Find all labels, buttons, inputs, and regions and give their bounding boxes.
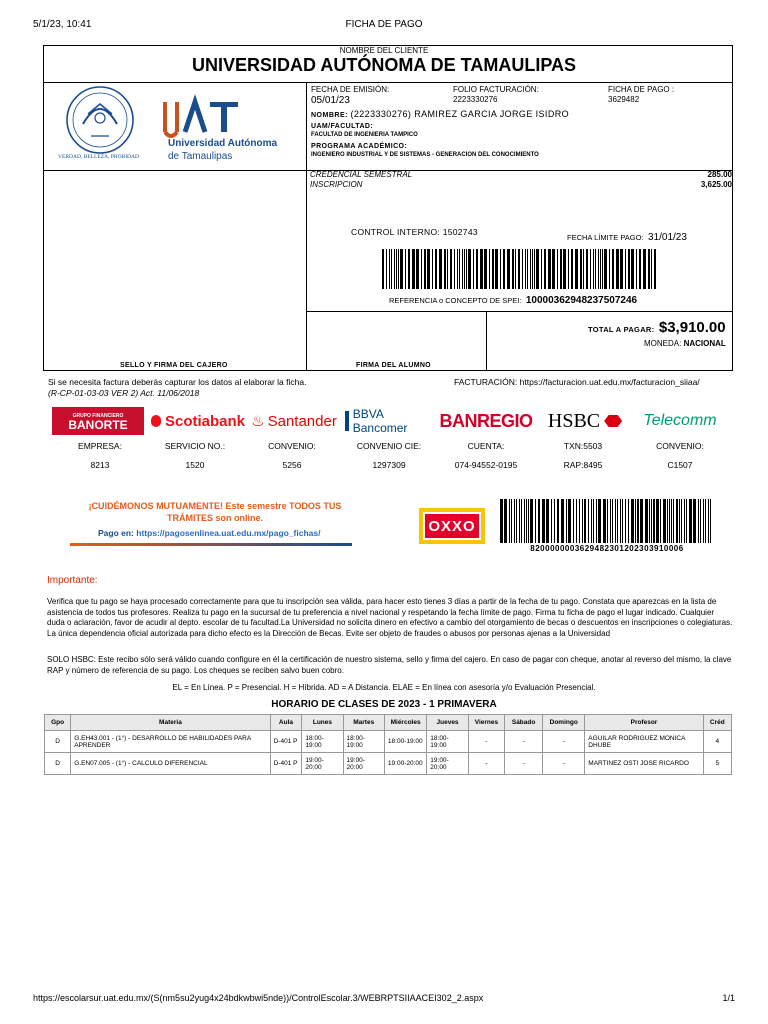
nombre-label: NOMBRE: <box>311 112 348 119</box>
barcode-bar <box>546 499 549 543</box>
barcode-bar <box>604 249 607 289</box>
schedule-title: HORARIO DE CLASES DE 2023 - 1 PRIMAVERA <box>271 699 497 710</box>
col-gpo: Gpo <box>45 715 71 731</box>
barcode-bar <box>535 499 536 543</box>
cell-aula: D-401 P <box>270 731 302 753</box>
cell-profesor: AGUILAR RODRIGUEZ MONICA DHUBE <box>585 731 703 753</box>
barcode-bar <box>580 249 582 289</box>
cell-sabado: - <box>505 753 543 775</box>
barcode-bar <box>526 499 527 543</box>
bank-info-txn: TXN:5503 RAP:8495 <box>563 441 603 470</box>
barcode-bar <box>552 249 555 289</box>
barcode-bar <box>600 249 601 289</box>
item-amount-2: 3,625.00 <box>700 180 732 189</box>
cell-domingo: - <box>543 753 585 775</box>
barcode-bar <box>427 249 430 289</box>
limite-row <box>567 227 687 245</box>
uat-name-line1: Universidad Autónoma <box>168 138 278 149</box>
barcode-bar <box>522 249 523 289</box>
bank-logo-bbva: BBVA Bancomer <box>345 407 435 435</box>
barcode-bar <box>610 499 611 543</box>
barcode-bar <box>639 249 641 289</box>
barcode-bar <box>586 249 588 289</box>
total-amount: $3,910.00 <box>658 319 726 336</box>
bank-logo-hsbc: HSBC <box>538 407 632 435</box>
control-row <box>351 227 478 237</box>
barcode-bar <box>573 499 574 543</box>
cell-lunes: 19:00-20:00 <box>302 753 343 775</box>
bank-logo-banorte: GRUPO FINANCIERO BANORTE <box>52 407 144 435</box>
barcode-bar <box>590 249 591 289</box>
bank-logo-telecomm: Telecomm <box>643 412 717 429</box>
barcode-bar <box>548 249 551 289</box>
barcode-bar <box>444 249 446 289</box>
nombre-value: (2223330276) RAMIREZ GARCIA JORGE ISIDRO <box>350 109 570 119</box>
barcode-bar <box>538 499 540 543</box>
fecha-emision-label: FECHA DE EMISIÓN: <box>311 85 390 94</box>
barcode-bar <box>432 249 433 289</box>
online-payment-banner <box>70 497 352 547</box>
barcode-bar <box>588 499 589 543</box>
barcode-bar <box>622 499 623 543</box>
barcode-bar <box>583 249 584 289</box>
barcode-bar <box>598 499 601 543</box>
barcode-bar <box>421 249 422 289</box>
barcode-bar <box>582 499 583 543</box>
cell-miercoles: 18:00-19:00 <box>384 731 426 753</box>
bank-logo-banregio: BANREGIO <box>439 410 533 431</box>
barcode-bar <box>389 249 390 289</box>
barcode-bar <box>457 249 458 289</box>
barcode-bar <box>635 499 636 543</box>
barcode-bar <box>416 249 419 289</box>
firma-alumno-label: FIRMA DEL ALUMNO <box>356 362 431 369</box>
barcode-bar <box>500 499 503 543</box>
barcode-bar <box>400 249 403 289</box>
barcode-bar <box>476 249 478 289</box>
uat-name-line2: de Tamaulipas <box>168 151 233 162</box>
hsbc-paragraph: SOLO HSBC: Este recibo sólo será válido cuando configure en él la certificación de nuestro sistema, sello y firma del cajero. En caso de pagar con cheque, anotar al reverso del mismo, la clave RAP y número de referencia de su pago. Los cheques se reciben salvo buen cobro. <box>47 655 732 675</box>
barcode-bar <box>524 499 525 543</box>
barcode-bar <box>459 249 460 289</box>
barcode-bar <box>557 249 558 289</box>
barcode-bar <box>534 249 535 289</box>
barcode-bar <box>708 499 709 543</box>
barcode-bar <box>568 499 571 543</box>
bank-info-cuenta: CUENTA: 074-94552-0195 <box>454 441 518 470</box>
barcode-bar <box>516 499 517 543</box>
barcode-bar <box>473 249 474 289</box>
barcode-bar <box>616 249 619 289</box>
cell-sabado: - <box>505 731 543 753</box>
bank-info-convenio: CONVENIO: 5256 <box>268 441 316 470</box>
seal-motto: VERDAD, BELLEZA, PROBIDAD <box>58 154 139 160</box>
barcode-bar <box>568 249 569 289</box>
barcode-bar <box>603 499 606 543</box>
barcode-bar <box>480 249 483 289</box>
barcode-bar <box>544 249 546 289</box>
barcode-bar <box>551 499 552 543</box>
barcode-bar <box>628 499 629 543</box>
col-lunes: Lunes <box>302 715 343 731</box>
barcode-bar <box>651 249 652 289</box>
barcode-bar <box>617 499 618 543</box>
cell-gpo: D <box>45 731 71 753</box>
limite-value: 31/01/23 <box>648 232 687 243</box>
barcode-bar <box>525 249 526 289</box>
barcode-bar <box>509 499 510 543</box>
barcode-bar <box>412 249 415 289</box>
col-viernes: Viernes <box>468 715 504 731</box>
moneda-label: MONEDA: <box>644 339 682 348</box>
barcode-bar <box>462 249 463 289</box>
nombre-row <box>311 109 569 119</box>
barcode-bar <box>584 499 586 543</box>
col-miercoles: Miércoles <box>384 715 426 731</box>
col-jueves: Jueves <box>427 715 469 731</box>
schedule-header-row <box>45 715 732 731</box>
barcode-bar <box>602 249 603 289</box>
barcode-bar <box>667 499 668 543</box>
barcode-bar <box>631 249 634 289</box>
bank-logo-scotiabank: Scotiabank <box>151 407 245 435</box>
barcode-bar <box>612 499 613 543</box>
barcode-bar <box>408 249 410 289</box>
cell-materia: G.EH43.001 - (1°) - DESARROLLO DE HABILIDADES PARA APRENDER <box>71 731 270 753</box>
programa-label: PROGRAMA ACADÉMICO: <box>311 143 408 150</box>
barcode-bar <box>576 499 577 543</box>
barcode-bar <box>566 499 567 543</box>
barcode-bar <box>660 499 661 543</box>
barcode-bar <box>648 249 650 289</box>
barcode-bar <box>515 249 516 289</box>
moneda-value: NACIONAL <box>683 339 726 348</box>
barcode-bar <box>640 499 643 543</box>
oxxo-barcode-number: 8200000003629482301202303910006 <box>530 544 684 553</box>
barcode-bar <box>492 249 494 289</box>
cell-lunes: 18:00-19:00 <box>302 731 343 753</box>
col-martes: Martes <box>343 715 384 731</box>
barcode-bar <box>386 249 387 289</box>
barcode-bar <box>593 249 594 289</box>
barcode-bar <box>563 249 566 289</box>
fecha-emision: 05/01/23 <box>311 95 350 106</box>
barcode-bar <box>596 499 597 543</box>
uam-value: FACULTAD DE INGENIERIA TAMPICO <box>311 132 418 138</box>
barcode-bar <box>631 499 634 543</box>
print-datetime: 5/1/23, 10:41 <box>33 19 92 30</box>
control-label: CONTROL INTERNO: <box>351 227 441 237</box>
barcode-bar <box>447 249 448 289</box>
barcode-bar <box>684 499 685 543</box>
barcode-bar <box>705 499 706 543</box>
limite-label: FECHA LÍMITE PAGO: <box>567 233 644 242</box>
barcode-bar <box>454 249 455 289</box>
barcode-bar <box>394 249 395 289</box>
barcode-bar <box>518 249 520 289</box>
barcode-bar <box>507 249 510 289</box>
factura-note: Si se necesita factura deberás capturar los datos al elaborar la ficha. <box>48 377 307 387</box>
cell-martes: 19:00-20:00 <box>343 753 384 775</box>
barcode-bar <box>405 249 406 289</box>
barcode-bar <box>681 499 682 543</box>
barcode-bar <box>663 499 666 543</box>
barcode-bar <box>398 249 399 289</box>
cell-viernes: - <box>468 731 504 753</box>
barcode-bar <box>541 249 542 289</box>
cell-profesor: MARTINEZ OSTI JOSE RICARDO <box>585 753 703 775</box>
col-profesor: Profesor <box>585 715 703 731</box>
programa-value: INGENIERO INDUSTRIAL Y DE SISTEMAS - GENERACION DEL CONOCIMIENTO <box>311 152 539 158</box>
col-materia: Materia <box>71 715 270 731</box>
barcode-bar <box>495 249 498 289</box>
control-value: 1502743 <box>442 227 478 237</box>
table-row <box>45 731 732 753</box>
barcode-bar <box>700 499 701 543</box>
bank-info-convenio-telecomm: CONVENIO: C1507 <box>656 441 704 470</box>
item-concept-2: INSCRIPCION <box>310 180 363 189</box>
col-cred: Créd <box>703 715 731 731</box>
ref-value: 10000362948237507246 <box>525 295 638 306</box>
promo-pago-row: Pago en: https://pagosenlinea.uat.edu.mx/pago_fichas/ <box>98 528 321 538</box>
oxxo-logo: OXXO <box>419 508 485 544</box>
moneda-row <box>644 339 726 348</box>
barcode-bar <box>424 249 426 289</box>
barcode-bar <box>560 249 562 289</box>
barcode-bar <box>710 499 711 543</box>
barcode-bar <box>698 499 699 543</box>
barcode-bar <box>466 249 467 289</box>
barcode-bar <box>703 499 704 543</box>
important-paragraph: Verifica que tu pago se haya procesado correctamente para que tu inscripción sea válida, para hacer esto tienes 3 días a partir de la fecha de tu pago. Constata que aparezcas en la lista de asistencia de todos tus profesores. Realiza tu pago en la sucursal de tu preferencia a nivel nacional y respetando la fecha límite de pago. Firma tu ficha de pago el lugar indicado. Cualquier duda o aclaración, favor de acudir al depto. escolar de tu facultad.La Universidad no solicita dinero en efectivo a cambio del otorgamiento de becas o descuentos en inscripciones o colegiaturas. La única dependencia oficial autorizada para dicho efecto es la Dirección de Becas. Evite ser objeto de fraudes o abusos por personas ajenas a la Universidad <box>47 597 733 638</box>
barcode-bar <box>391 249 392 289</box>
total-row <box>588 319 726 337</box>
cell-martes: 18:00-19:00 <box>343 731 384 753</box>
barcode-bar <box>519 499 520 543</box>
barcode-bar <box>532 249 533 289</box>
barcode-bar <box>528 499 529 543</box>
barcode-bar <box>464 249 465 289</box>
oxxo-barcode <box>498 499 716 543</box>
barcode-bar <box>649 499 650 543</box>
barcode-bar <box>595 249 596 289</box>
barcode-bar <box>557 499 559 543</box>
barcode-bar <box>530 249 531 289</box>
barcode-bar <box>439 249 442 289</box>
barcode-bar <box>689 499 692 543</box>
barcode-bar <box>435 249 437 289</box>
barcode-bar <box>620 249 623 289</box>
barcode-bar <box>530 499 533 543</box>
barcode-bar <box>653 499 655 543</box>
barcode-bar <box>609 249 610 289</box>
barcode-bar <box>651 499 652 543</box>
table-row <box>45 753 732 775</box>
barcode-bar <box>514 499 515 543</box>
barcode-bar <box>645 499 648 543</box>
barcode-bar <box>620 499 621 543</box>
barcode-bar <box>575 249 578 289</box>
cell-domingo: - <box>543 731 585 753</box>
client-name: UNIVERSIDAD AUTÓNOMA DE TAMAULIPAS <box>192 55 576 75</box>
bank-info-servicio: SERVICIO NO.: 1520 <box>164 441 226 470</box>
sello-cajero-label: SELLO Y FIRMA DEL CAJERO <box>120 362 228 369</box>
barcode-bar <box>512 249 514 289</box>
bank-info-convenio-cie: CONVENIO CIE: 1297309 <box>356 441 422 470</box>
client-label: NOMBRE DEL CLIENTE <box>339 46 429 55</box>
facturacion-note: FACTURACIÓN: https://facturacion.uat.edu.mx/facturacion_siiaa/ <box>454 377 700 387</box>
barcode-bar <box>628 249 630 289</box>
cell-cred: 4 <box>703 731 731 753</box>
item-amount-1: 285.00 <box>707 170 732 179</box>
print-url: https://escolarsur.uat.edu.mx/(S(nm5su2yug4x24bdkwbwi5nde))/ControlEscolar.3/WEBRPTSIIAACEI302_2.aspx <box>33 993 484 1003</box>
cell-miercoles: 19:00-20:00 <box>384 753 426 775</box>
barcode-bar <box>396 249 397 289</box>
barcode-bar <box>536 249 539 289</box>
cell-materia: G.EN07.005 - (1°) - CALCULO DIFERENCIAL <box>71 753 270 775</box>
version-note: (R-CP-01-03-03 VER 2) Act. 11/06/2018 <box>48 388 200 398</box>
barcode-bar <box>686 499 687 543</box>
ref-label: REFERENCIA o CONCEPTO DE SPEI: <box>389 296 522 305</box>
barcode-bar <box>598 249 599 289</box>
col-domingo: Domingo <box>543 715 585 731</box>
total-label: TOTAL A PAGAR: <box>588 325 655 334</box>
col-sabado: Sábado <box>505 715 543 731</box>
barcode-bar <box>671 499 672 543</box>
barcode-bar <box>676 499 678 543</box>
spei-barcode <box>380 249 660 289</box>
barcode-bar <box>693 499 696 543</box>
barcode-bar <box>489 249 490 289</box>
schedule-table <box>44 714 732 775</box>
barcode-bar <box>607 499 608 543</box>
promo-line1: ¡CUIDÉMONOS MUTUAMENTE! Este semestre TODOS TUS <box>88 501 342 511</box>
barcode-bar <box>636 249 637 289</box>
barcode-bar <box>625 499 626 543</box>
barcode-bar <box>643 249 646 289</box>
barcode-bar <box>615 499 616 543</box>
barcode-bar <box>561 499 564 543</box>
cell-jueves: 19:00-20:00 <box>427 753 469 775</box>
promo-line2: TRÁMITES son online. <box>167 513 263 523</box>
barcode-bar <box>554 499 555 543</box>
col-aula: Aula <box>270 715 302 731</box>
barcode-bar <box>679 499 680 543</box>
barcode-bar <box>571 249 573 289</box>
modality-legend: EL = En Línea. P = Presencial. H = Híbrida. AD = A Distancia. ELAE = En línea con asesoría y/o Evaluación Presencial. <box>172 683 596 692</box>
barcode-bar <box>511 499 512 543</box>
barcode-bar <box>612 249 614 289</box>
folio-label: FOLIO FACTURACIÓN: <box>453 85 539 94</box>
print-title: FICHA DE PAGO <box>345 19 423 30</box>
barcode-bar <box>669 499 670 543</box>
barcode-bar <box>450 249 452 289</box>
barcode-bar <box>468 249 471 289</box>
barcode-bar <box>500 249 501 289</box>
cell-viernes: - <box>468 753 504 775</box>
barcode-bar <box>654 249 656 289</box>
cell-aula: D-401 P <box>270 753 302 775</box>
pagos-link[interactable]: https://pagosenlinea.uat.edu.mx/pago_fichas/ <box>136 528 321 538</box>
folio: 2223330276 <box>453 95 498 104</box>
cell-gpo: D <box>45 753 71 775</box>
barcode-bar <box>521 499 522 543</box>
barcode-bar <box>593 499 594 543</box>
ref-row <box>389 290 637 308</box>
bank-info-empresa: EMPRESA: 8213 <box>78 441 122 470</box>
cell-cred: 5 <box>703 753 731 775</box>
barcode-bar <box>527 249 528 289</box>
barcode-bar <box>625 249 626 289</box>
uam-label: UAM/FACULTAD: <box>311 123 374 130</box>
barcode-bar <box>591 499 592 543</box>
barcode-bar <box>504 499 507 543</box>
barcode-bar <box>503 249 505 289</box>
barcode-bar <box>382 249 384 289</box>
important-title: Importante: <box>47 575 98 586</box>
item-concept-1: CREDENCIAL SEMESTRAL <box>310 170 413 179</box>
cell-jueves: 18:00-19:00 <box>427 731 469 753</box>
ficha-label: FICHA DE PAGO : <box>608 85 675 94</box>
bank-logo-santander: ♨ Santander <box>251 412 337 430</box>
barcode-bar <box>579 499 580 543</box>
barcode-bar <box>542 499 545 543</box>
barcode-bar <box>484 249 487 289</box>
ficha-number: 3629482 <box>608 95 640 104</box>
barcode-bar <box>673 499 674 543</box>
barcode-bar <box>637 499 639 543</box>
barcode-bar <box>656 499 659 543</box>
print-page-number: 1/1 <box>722 993 735 1003</box>
